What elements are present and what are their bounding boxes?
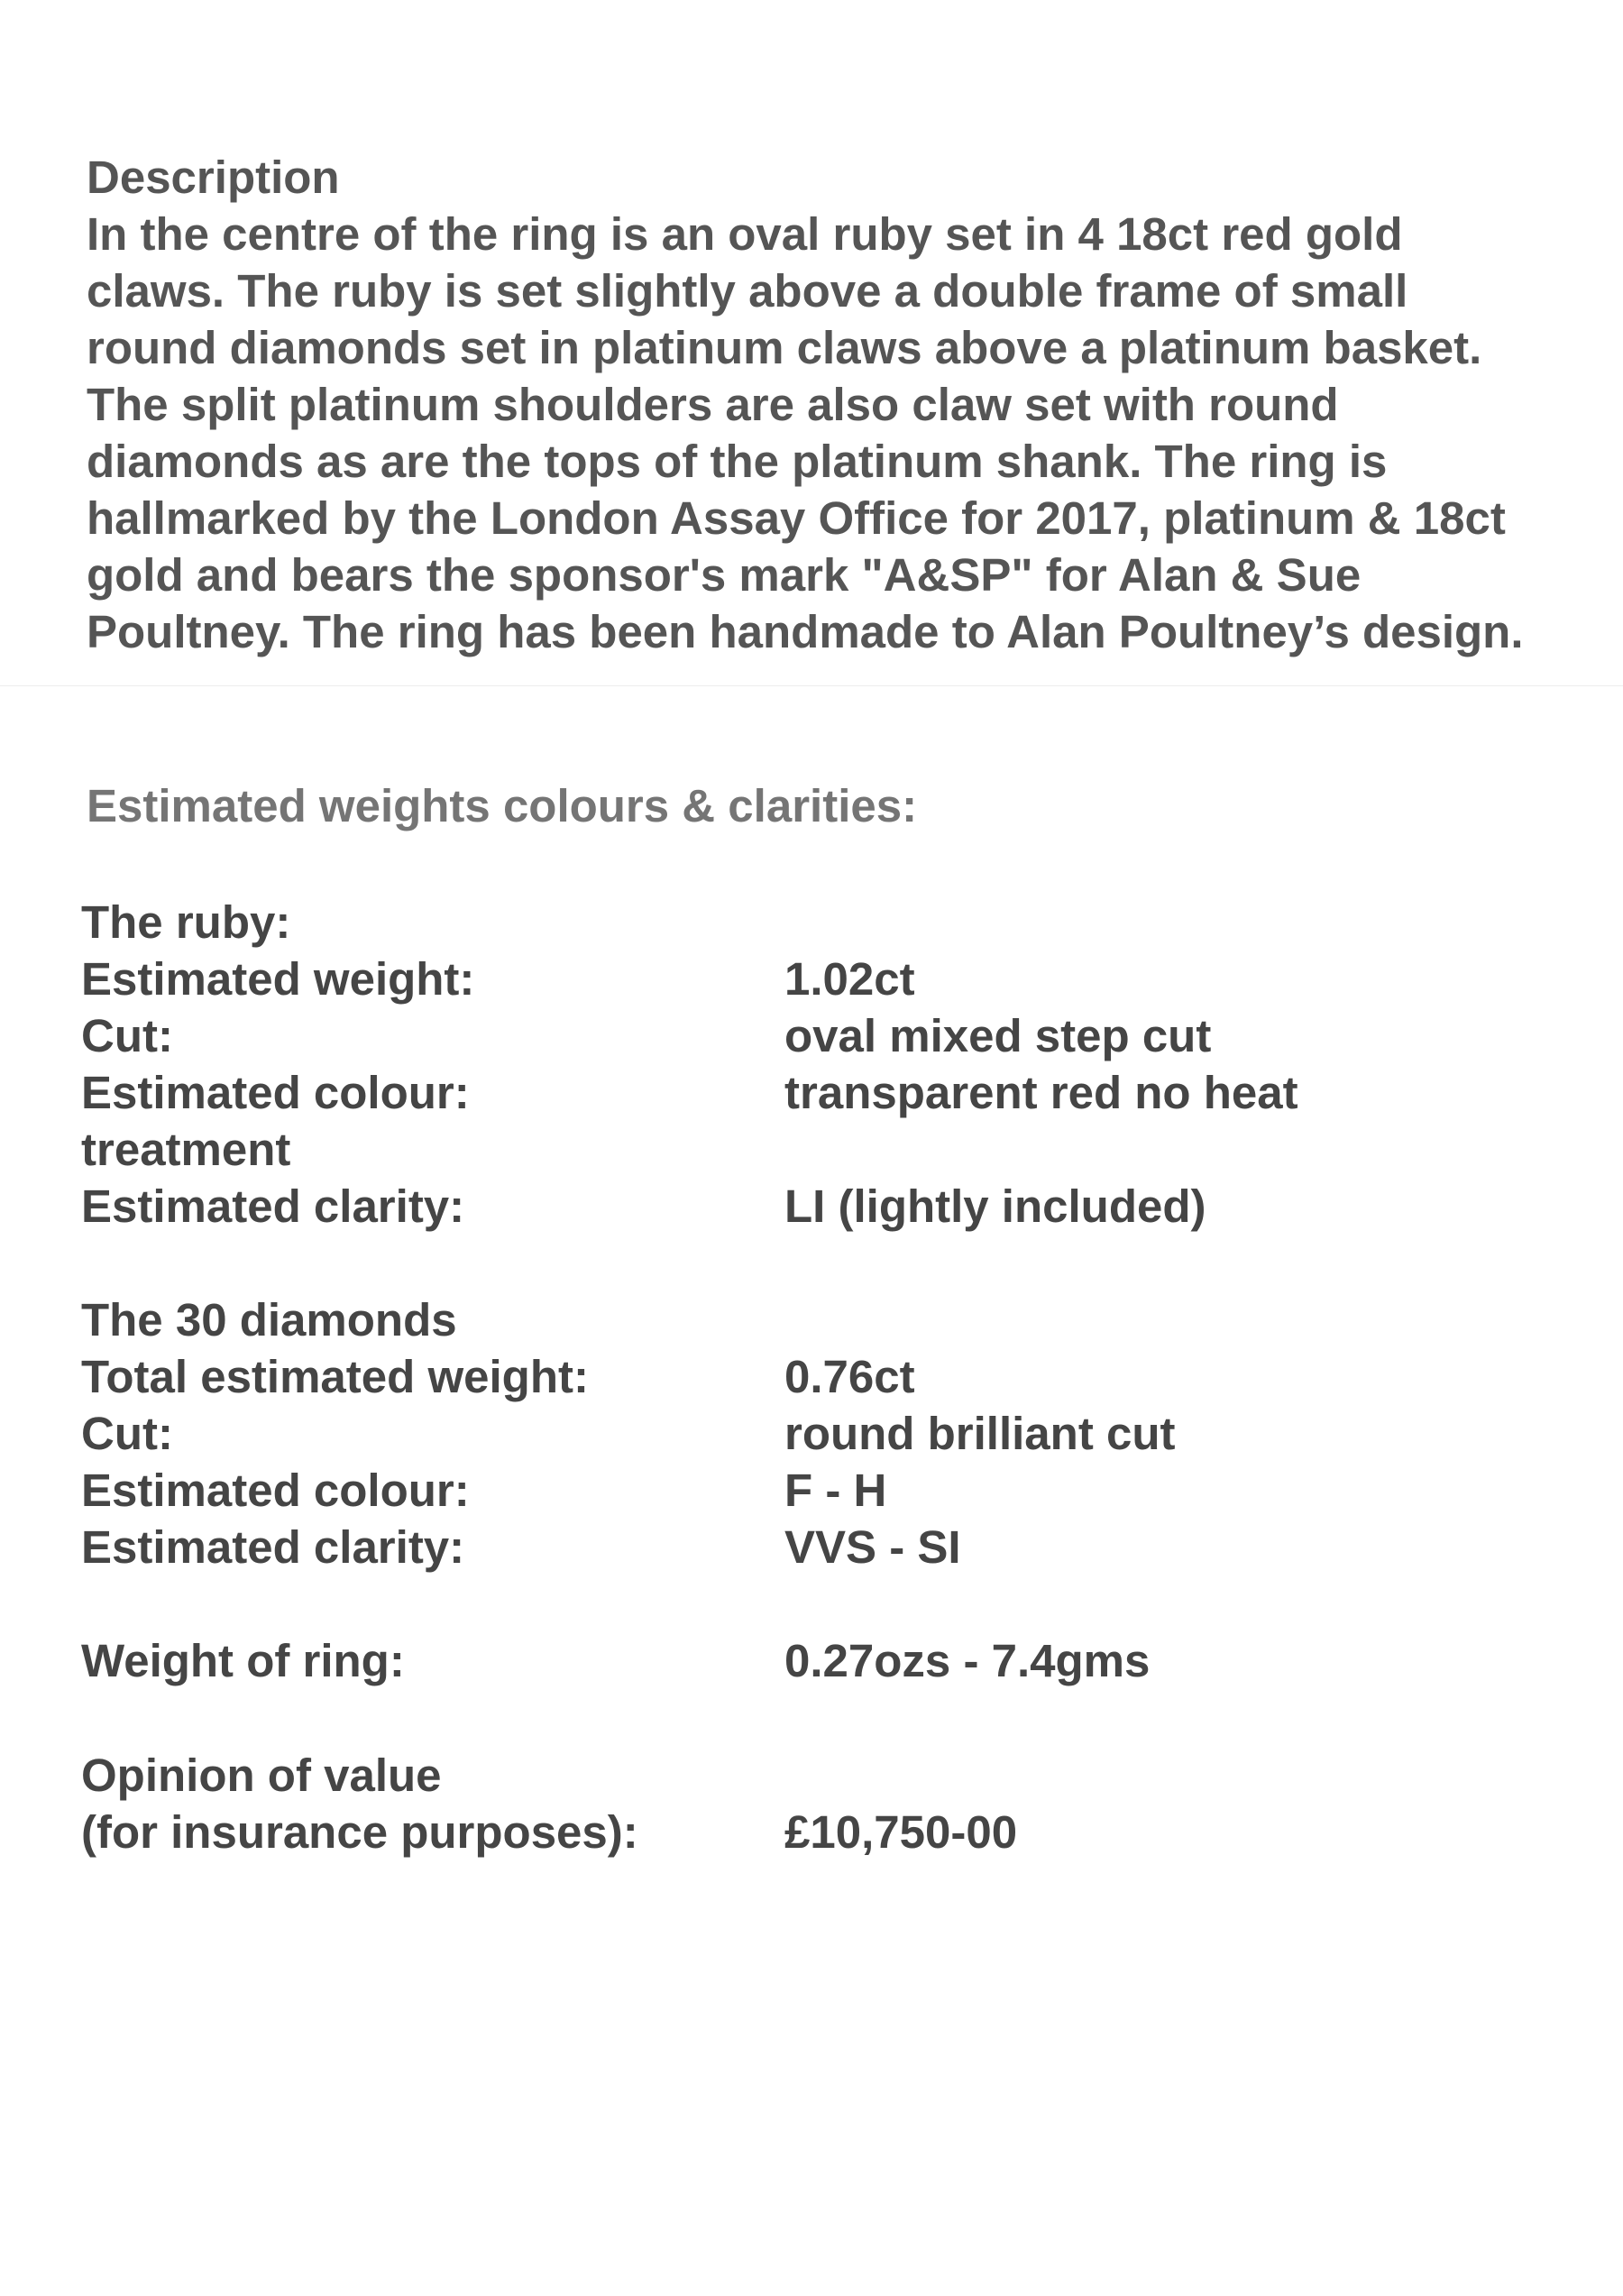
ruby-cut-row: [81, 1007, 1542, 1064]
ruby-weight-row: [81, 951, 1542, 1007]
diamonds-colour-label: Estimated colour:: [81, 1465, 470, 1516]
valuation-label-row-2: [81, 1804, 1542, 1860]
ruby-weight-label: Estimated weight:: [81, 953, 475, 1005]
valuation-amount: £10,750-00: [784, 1806, 1018, 1858]
ruby-treatment-label: treatment: [81, 1124, 291, 1175]
diamonds-weight-label: Total estimated weight:: [81, 1351, 589, 1402]
diamonds-cut-row: [81, 1405, 1542, 1462]
diamonds-clarity-value: VVS - SI: [784, 1521, 961, 1573]
ruby-weight-value: 1.02ct: [784, 953, 915, 1005]
diamonds-colour-row: [81, 1462, 1542, 1519]
diamonds-weight-row: [81, 1348, 1542, 1405]
diamonds-cut-value: round brilliant cut: [784, 1408, 1176, 1459]
ruby-colour-label: Estimated colour:: [81, 1067, 470, 1118]
ruby-treatment-row: [81, 1121, 1542, 1178]
valuation-label-line1: Opinion of value: [81, 1750, 442, 1801]
ruby-clarity-label: Estimated clarity:: [81, 1180, 465, 1232]
diamonds-clarity-row: [81, 1519, 1542, 1575]
diamonds-cut-label: Cut:: [81, 1408, 173, 1459]
ruby-cut-label: Cut:: [81, 1010, 173, 1061]
valuation-section: [81, 1747, 1542, 1860]
ring-weight-value: 0.27ozs - 7.4gms: [784, 1635, 1151, 1686]
valuation-label-row-1: [81, 1747, 1542, 1804]
description-body: In the centre of the ring is an oval ruby set in 4 18ct red gold claws. The ruby is set slightly above a double frame of small round diamonds set in platinum claws above a platinum basket. The split platinum shoulders are also claw set with round diamonds as are the tops of the platinum shank. The ring is hallmarked by the London Assay Office for 2017, platinum & 18ct gold and bears the sponsor's mark "A&SP" for Alan & Sue Poultney. The ring has been handmade to Alan Poultney’s design.: [87, 208, 1524, 657]
description-heading: Description: [87, 152, 340, 203]
estimates-title: Estimated weights colours & clarities:: [87, 780, 918, 831]
diamonds-section: [81, 1291, 1542, 1575]
diamonds-clarity-label: Estimated clarity:: [81, 1521, 465, 1573]
ring-weight-section: [81, 1632, 1542, 1689]
ruby-clarity-value: LI (lightly included): [784, 1180, 1206, 1232]
ruby-colour-row: [81, 1064, 1542, 1121]
valuation-label-line2: (for insurance purposes):: [81, 1806, 638, 1858]
diamonds-colour-value: F - H: [784, 1465, 887, 1516]
ruby-title: The ruby:: [81, 896, 291, 948]
description-section: [87, 149, 1547, 660]
ruby-clarity-row: [81, 1178, 1542, 1235]
ring-weight-label: Weight of ring:: [81, 1635, 405, 1686]
ruby-section: [81, 894, 1542, 1235]
ring-weight-row: [81, 1632, 1542, 1689]
scan-artifact-line: [0, 685, 1623, 686]
diamonds-weight-value: 0.76ct: [784, 1351, 915, 1402]
ruby-cut-value: oval mixed step cut: [784, 1010, 1212, 1061]
ruby-colour-value: transparent red no heat: [784, 1067, 1298, 1118]
diamonds-title: The 30 diamonds: [81, 1294, 457, 1345]
